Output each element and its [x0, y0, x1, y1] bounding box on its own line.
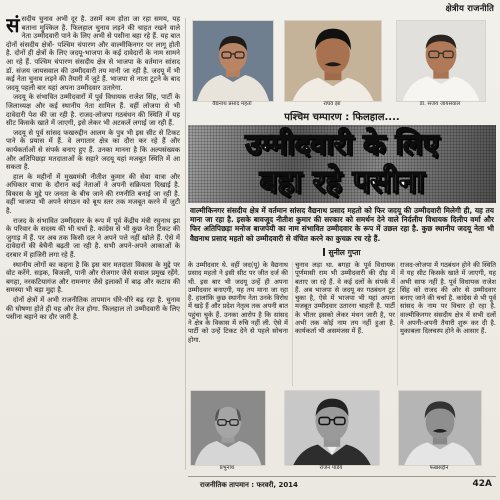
portrait-image [193, 21, 273, 101]
column-divider [397, 262, 398, 386]
byline [188, 248, 496, 258]
portrait-photo [284, 390, 380, 466]
column-divider [292, 262, 293, 386]
photo-caption: वैद्यनाथ प्रसाद महतो [212, 101, 252, 107]
article-paragraph: हाल के महीनों में मुख्यमंत्री नीतीश कुमार की सेवा यात्रा और अधिकार यात्रा के दौरान कई नेताओं ने अपनी सक्रियता दिखाई है. विकास के मुद्दे पर जनता के बीच जाने की रणनीति बनाई जा रही है. वहीं भाजपा भी अपने संगठन को बूथ स्तर तक मजबूत करने में जुटी है. [6, 172, 180, 216]
portrait-image [399, 391, 481, 465]
portrait-image [285, 391, 379, 465]
portrait-image [285, 21, 381, 101]
body-column: चुनाव लड़ा था. बगहा के पूर्व विधायक पूर्णमासी राम भी उम्मीदवारी की दौड़ में बताए जा रहे हैं. वे कई दलों के संपर्क में हैं. अब भाजपा से जदयू का गठबंधन टूट चुका है, ऐसे में भाजपा भी यहां अपना मजबूत उम्मीदवार उतारना चाहती है. पार्टी के भीतर इसको लेकर मंथन जारी है, पर अभी तक कोई नाम तय नहीं हुआ है. कार्यकर्ता भी असमंजस में हैं. [295, 261, 395, 336]
article-paragraph: जदयू से पूर्व सांसद फखरुद्दीन आलम के पुत्र भी इस सीट से टिकट पाने के प्रयास में हैं. वे लगातार क्षेत्र का दौरा कर रहे हैं और कार्यकर्ताओं से संपर्क बनाए हुए हैं. उनका मानना है कि अल्पसंख्यक और अतिपिछड़ा मतदाताओं के सहारे जदयू यहां मजबूत स्थिति में आ सकता है. [6, 128, 180, 172]
intro-paragraph: वाल्मीकिनगर संसदीय क्षेत्र में वर्तमान सांसद वैद्यनाथ प्रसाद महतो को फिर जदयू की उम्मीदवारी मिलेगी ही, यह तय माना जा रहा है. इसके बावजूद नीतीश कुमार की सरकार को समर्थन देने वाले निर्दलीय विधायक दिलीप वर्मा और फिर अतिपिछड़ा मनोज बाजपेयी का नाम संभावित उम्मीदवार के रूप में उछल रहा है. कुछ स्थानीय जदयू नेता भी वैद्यनाथ प्रसाद महतो को उम्मीदवारी से वंचित करने का कुचक्र रच रहे हैं. [190, 206, 494, 243]
photo-caption: राघव झा [323, 101, 341, 107]
portrait-photo [284, 20, 382, 102]
footer-rule [188, 476, 496, 477]
author-name: सुनील गुप्ता [328, 248, 361, 257]
drop-cap: सं [6, 15, 20, 37]
portrait-photo [396, 20, 486, 102]
photo-caption: राजन पांडेय [319, 465, 343, 471]
article-paragraph [6, 15, 180, 92]
section-header: क्षेत्रीय राजनीति [445, 4, 494, 14]
column-divider [185, 18, 186, 470]
headline-line: उम्मीदवारी के लिए [245, 127, 439, 161]
byline-marker [323, 248, 325, 256]
paragraph-text: सदीय चुनाव अभी दूर है. उसमें कम होता जा रहा समय, यह बताना मुश्किल है. फिलहाल चुनाव लड़ने की चाहत रखने वाले नेता उम्मीदवारी पाने के लिए अभी से पसीना बहा रहे हैं. यह बात दोनों संसदीय क्षेत्रों- पश्चिम चंपारण और वाल्मीकिनगर पर लागू होती है. दोनों ही क्षेत्रों के लिए जदयू-भाजपा के कई दावेदारों के नाम सामने आ रहे हैं. पश्चिम चंपारण संसदीय क्षेत्र से भाजपा के वर्तमान सांसद डॉ. संजय जायसवाल की उम्मीदवारी तय मानी जा रही है. जदयू में भी कई नेता चुनाव लड़ने की तैयारी में जुटे हैं. भाजपा से नाता टूटने के बाद जदयू पहली बार यहां अपना उम्मीदवार उतारेगा. [6, 15, 180, 92]
body-column: राजद-लोजपा में गठबंधन होने की स्थिति में यह सीट किसके खाते में जाएगी, यह अभी साफ नहीं है. पूर्व विधायक राजेश सिंह को राजद की ओर से उम्मीदवार बनाए जाने की चर्चा है. कांग्रेस से भी पूर्व सांसद के नाम पर विचार हो रहा है. वाल्मीकिनगर संसदीय क्षेत्र में सभी दलों ने अपनी-अपनी तैयारी शुरू कर दी है. मुकाबला दिलचस्प होने के आसार हैं. [400, 261, 496, 336]
publication-footer: राजनीतिक तापमान : फरवरी, 2014 [200, 481, 298, 489]
portrait-image [397, 21, 485, 101]
photo-caption: डा. संजय जायसवाल [419, 101, 461, 107]
kicker: पश्चिम चम्पारण : फिलहाल.... [284, 112, 400, 123]
headline [188, 125, 496, 203]
photo-caption: फखरुद्दीन [429, 465, 449, 471]
photo-caption: प्रभुनाथ [219, 465, 235, 471]
portrait-photo [190, 390, 266, 466]
body-column: के उम्मीदवार थे. वहीं जद(यू) के वैद्यनाथ प्रसाद महतो ने इसी सीट पर जीत दर्ज की थी. इस बार भी जदयू उन्हें ही अपना उम्मीदवार बनाएगी, यह तय माना जा रहा है. हालांकि कुछ स्थानीय नेता उनके विरोध में खड़े हैं और प्रदेश नेतृत्व तक अपनी बात पहुंचा चुके हैं. उनका आरोप है कि सांसद ने क्षेत्र के विकास में रुचि नहीं ली. ऐसे में पार्टी को उन्हें टिकट देने से पहले सोचना होगा. [188, 261, 288, 344]
article-paragraph: राजद के संभावित उम्मीदवार के रूप में पूर्व केंद्रीय मंत्री रघुनाथ झा के परिवार के सदस्य की भी चर्चा है. कांग्रेस से भी कुछ नेता टिकट की जुगाड़ में हैं. पर अब तक किसी दल ने अपने पत्ते नहीं खोले हैं. ऐसे में दावेदारों की बेचैनी बढ़ती जा रही है. सभी अपने-अपने आकाओं के दरबार में हाजिरी लगा रहे हैं. [6, 216, 180, 260]
headline-line: बहा रहे पसीना [259, 164, 425, 200]
article-paragraph: दोनों क्षेत्रों में अभी राजनीतिक तापमान धीरे-धीरे बढ़ रहा है. चुनाव की घोषणा होते ही यह और तेज होगा. फिलहाल तो उम्मीदवारी के लिए पसीना बहाने का दौर जारी है. [6, 296, 180, 322]
portrait-image [191, 391, 265, 465]
portrait-photo [398, 390, 482, 466]
page-number: 42A [472, 479, 492, 489]
article-paragraph: जदयू के संभावित उम्मीदवारों में पूर्व विधायक राजेश सिंह, पार्टी के जिलाध्यक्ष और कई स्थानीय नेता शामिल हैं. वहीं लोजपा से भी दावेदारी पेश की जा रही है. राजद-लोजपा गठबंधन की स्थिति में यह सीट किसके खाते में जाएगी, इसे लेकर भी अटकलें लगाई जा रही हैं. [6, 93, 180, 128]
portrait-photo [192, 20, 274, 102]
article-paragraph: स्थानीय लोगों का कहना है कि इस बार मतदाता विकास के मुद्दे पर वोट करेंगे. सड़क, बिजली, पानी और रोजगार जैसे सवाल प्रमुख रहेंगे. बगहा, नरकटियागंज और रामनगर जैसे इलाकों में बाढ़ और कटाव की समस्या भी बड़ा मुद्दा है. [6, 260, 180, 295]
left-article-column [6, 15, 180, 472]
